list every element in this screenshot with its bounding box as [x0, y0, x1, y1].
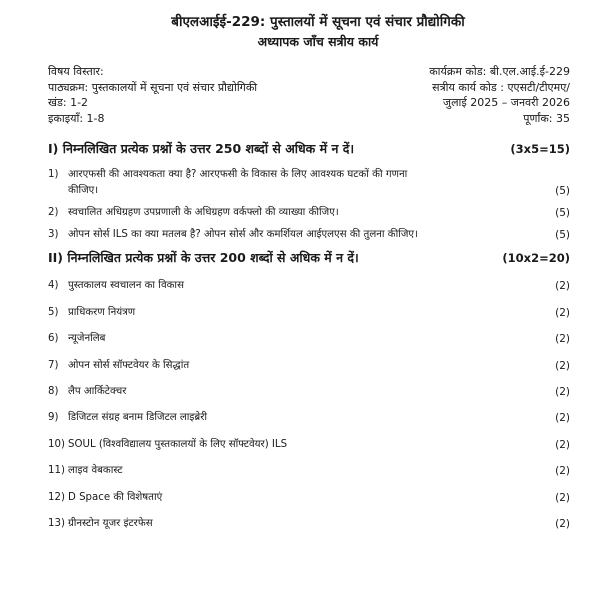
meta-assignment-code: सत्रीय कार्य कोड : एएसटी/टीएमए/ — [432, 80, 570, 94]
question-number: 1) — [48, 169, 59, 180]
question-item — [48, 410, 570, 426]
question-marks: (2) — [555, 333, 570, 346]
question-item — [48, 278, 570, 294]
question-item — [48, 463, 570, 479]
question-line: ग्रीनस्टोन यूजर इंटरफेस — [68, 517, 153, 529]
question-line: ओपन सोर्स सॉफ्टवेयर के सिद्धांत — [68, 359, 190, 371]
question-number: 11) — [48, 465, 65, 477]
document-title: बीएलआईई-229: पुस्तालयों में सूचना एवं संचार प्रौद्योगिकी — [171, 14, 465, 30]
question-line: लाइव वेबकास्ट — [68, 465, 123, 477]
question-marks: (5) — [555, 207, 570, 219]
question-item — [48, 227, 570, 243]
meta-row-3 — [48, 95, 570, 111]
meta-row-2 — [48, 80, 570, 96]
question-text — [48, 410, 555, 426]
meta-units: इकाइयाँ: 1-8 — [48, 111, 105, 125]
question-number: 7) — [48, 359, 59, 371]
meta-session: जुलाई 2025 – जनवरी 2026 — [442, 96, 570, 109]
question-text — [48, 205, 555, 221]
question-marks: (5) — [555, 229, 570, 241]
question-text — [48, 437, 555, 453]
question-number: 6) — [48, 333, 59, 345]
question-number: 2) — [48, 207, 59, 218]
question-number: 8) — [48, 385, 59, 397]
question-marks: (2) — [555, 517, 570, 530]
question-text — [48, 278, 555, 294]
question-text — [48, 358, 555, 374]
question-number: 4) — [48, 280, 59, 292]
section-1-title: I) निम्नलिखित प्रत्येक प्रश्नों के उत्तर 250 शब्दों से अधिक में न दें। — [48, 141, 355, 156]
question-item — [48, 437, 570, 453]
question-text — [48, 490, 555, 506]
meta-max-marks: पूर्णांक: 35 — [523, 111, 570, 125]
document-subtitle: अध्यापक जाँच सत्रीय कार्य — [257, 34, 379, 49]
section-2-heading — [48, 248, 570, 268]
meta-subject: विषय विस्तार: — [48, 65, 104, 78]
question-marks: (5) — [555, 185, 570, 197]
meta-program-code: कार्यक्रम कोड: बी.एल.आई.ई-229 — [429, 65, 570, 78]
question-line: प्राधिकरण नियंत्रण — [68, 306, 136, 318]
question-text — [48, 384, 555, 400]
question-number: 13) — [48, 517, 65, 529]
question-text — [48, 167, 555, 199]
question-marks: (2) — [555, 412, 570, 425]
question-line-continued: कीजिए। — [68, 185, 99, 196]
section-2-marks: (10x2=20) — [502, 251, 570, 265]
question-line: ओपन सोर्स ILS का क्या मतलब है? ओपन सोर्स और कमर्शियल आईएलएस की तुलना कीजिए। — [68, 229, 418, 240]
question-item — [48, 516, 570, 532]
question-marks: (2) — [555, 465, 570, 478]
question-text — [48, 516, 555, 532]
question-item — [48, 490, 570, 506]
question-line: पुस्तकालय स्वचालन का विकास — [68, 280, 184, 292]
question-text — [48, 305, 555, 321]
question-line: लैप आर्किटेक्चर — [68, 385, 127, 397]
question-marks: (2) — [555, 438, 570, 451]
question-line: न्यूजेनलिब — [68, 333, 106, 345]
question-marks: (2) — [555, 280, 570, 293]
question-item — [48, 358, 570, 374]
question-number: 5) — [48, 306, 59, 318]
question-text — [48, 227, 555, 243]
question-line: आरएफसी की आवश्यकता क्या है? आरएफसी के विकास के लिए आवश्यक घटकों की गणना — [68, 169, 408, 180]
question-item — [48, 167, 570, 199]
question-number: 10) — [48, 438, 65, 450]
question-marks: (2) — [555, 359, 570, 372]
question-marks: (2) — [555, 385, 570, 398]
question-item — [48, 305, 570, 321]
section-1-marks: (3x5=15) — [510, 142, 570, 156]
question-item — [48, 331, 570, 347]
meta-block: खंड: 1-2 — [48, 96, 89, 109]
question-line: SOUL (विश्वविद्यालय पुस्तकालयों के लिए सॉफ्टवेयर) ILS — [68, 438, 288, 450]
question-line: स्वचालित अधिग्रहण उपप्रणाली के अधिग्रहण वर्कफ्लो की व्याख्या कीजिए। — [68, 207, 339, 218]
question-marks: (2) — [555, 306, 570, 319]
question-number: 3) — [48, 229, 59, 240]
question-item — [48, 205, 570, 221]
question-number: 12) — [48, 491, 65, 503]
question-line: डिजिटल संग्रह बनाम डिजिटल लाइब्रेरी — [68, 412, 208, 424]
question-item — [48, 384, 570, 400]
meta-row-1 — [48, 64, 570, 80]
question-marks: (2) — [555, 491, 570, 504]
question-number: 9) — [48, 412, 59, 424]
meta-row-4 — [48, 111, 570, 127]
question-text — [48, 463, 555, 479]
section-1-heading — [48, 139, 570, 159]
question-line: D Space की विशेषताएं — [68, 491, 163, 503]
question-text — [48, 331, 555, 347]
meta-course: पाठ्यक्रम: पुस्तकालयों में सूचना एवं संचार प्रौद्योगिकी — [48, 80, 258, 94]
section-2-title: II) निम्नलिखित प्रत्येक प्रश्नों के उत्तर 200 शब्दों से अधिक में न दें। — [48, 250, 359, 265]
